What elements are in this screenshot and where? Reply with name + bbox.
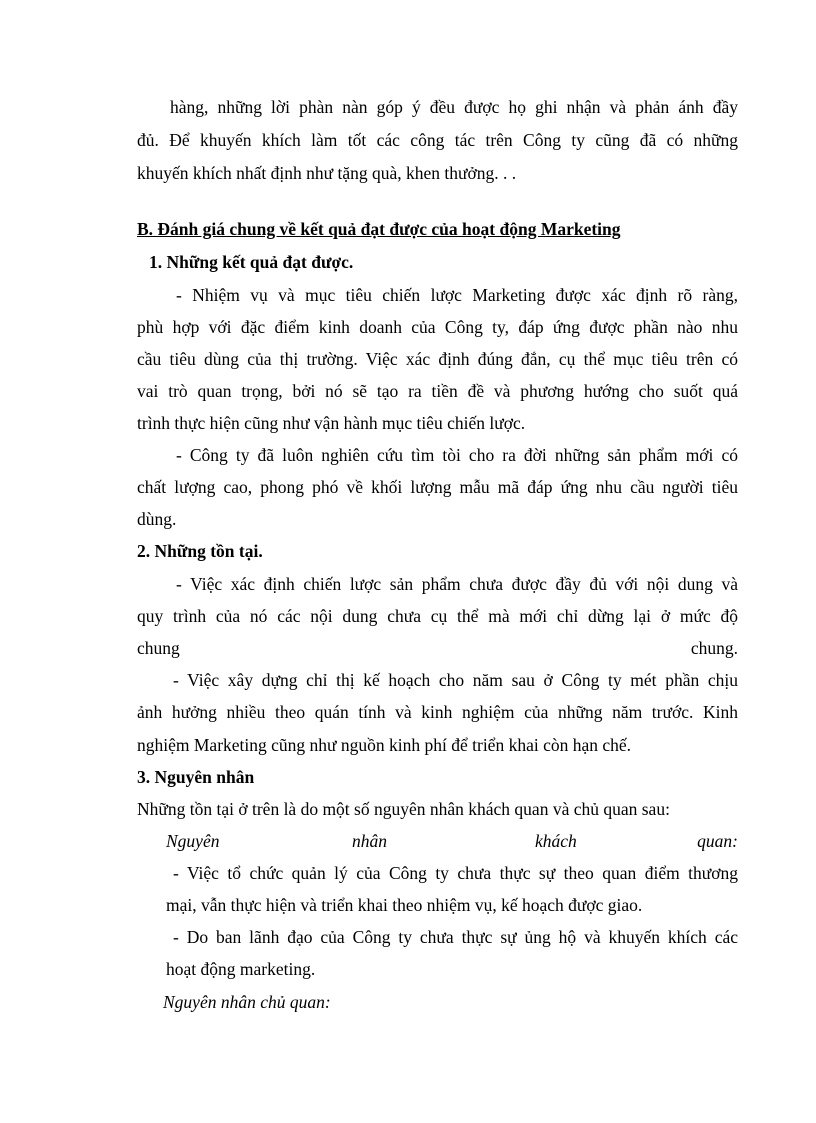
sub2-para1-line-1: - Việc xác định chiến lược sản phẩm chưa được đầy đủ với nội dung và [176, 574, 738, 594]
sub1-para2-line-3: dùng. [137, 509, 177, 529]
section-b-heading: B. Đánh giá chung về kết quả đạt được của hoạt động Marketing [137, 219, 621, 239]
intro-line-2: đủ. Để khuyến khích làm tốt các công tác trên Công ty cũng đã có những [137, 130, 738, 150]
objective-item-1-line-1: - Việc tổ chức quản lý của Công ty chưa thực sự theo quan điểm thương [173, 863, 738, 883]
objective-label-word-4: quan: [697, 831, 738, 851]
intro-line-1: hàng, những lời phàn nàn góp ý đều được họ ghi nhận và phản ánh đầy [170, 97, 738, 117]
sub2-para1-line-2: quy trình của nó các nội dung chưa cụ thể mà mới chỉ dừng lại ở mức độ [137, 606, 738, 626]
sub2-para2-line-1: - Việc xây dựng chỉ thị kế hoạch cho năm sau ở Công ty mét phần chịu [173, 670, 738, 690]
sub3-intro: Những tồn tại ở trên là do một số nguyên nhân khách quan và chủ quan sau: [137, 799, 670, 819]
objective-label-word-3: khách [535, 831, 577, 851]
subjective-label: Nguyên nhân chủ quan: [163, 992, 331, 1012]
sub2-heading: 2. Những tồn tại. [137, 541, 263, 561]
sub1-para2-line-2: chất lượng cao, phong phó về khối lượng mẫu mã đáp ứng nhu cầu người tiêu [137, 477, 738, 497]
sub2-para1-line-3-left: chung [137, 638, 180, 658]
objective-label-word-1: Nguyên [166, 831, 220, 851]
sub2-para1-line-3-right: chung. [690, 638, 738, 658]
sub1-para1-line-2: phù hợp với đặc điểm kinh doanh của Công ty, đáp ứng được phần nào nhu [137, 317, 738, 337]
sub2-para2-line-2: ảnh hưởng nhiều theo quán tính và kinh nghiệm của những năm trước. Kinh [137, 702, 738, 722]
objective-item-2-line-1: - Do ban lãnh đạo của Công ty chưa thực sự ủng hộ và khuyến khích các [173, 927, 738, 947]
sub1-para1-line-3: cầu tiêu dùng của thị trường. Việc xác định đúng đắn, cụ thể mục tiêu trên có [137, 349, 738, 369]
sub1-para1-line-4: vai trò quan trọng, bởi nó sẽ tạo ra tiền đề và phương hướng cho suốt quá [137, 381, 738, 401]
objective-item-1-line-2: mại, vẫn thực hiện và triển khai theo nhiệm vụ, kế hoạch được giao. [166, 895, 643, 915]
sub1-para1-line-5: trình thực hiện cũng như vận hành mục tiêu chiến lược. [137, 413, 526, 433]
objective-item-2-line-2: hoạt động marketing. [166, 959, 316, 979]
sub1-heading: 1. Những kết quả đạt được. [149, 252, 354, 272]
sub2-para2-line-3: nghiệm Marketing cũng như nguồn kinh phí để triển khai còn hạn chế. [137, 735, 632, 755]
intro-line-3: khuyến khích nhất định như tặng quà, khen thưởng. . . [137, 163, 517, 183]
sub1-para1-line-1: - Nhiệm vụ và mục tiêu chiến lược Marketing được xác định rõ ràng, [176, 285, 738, 305]
sub3-heading: 3. Nguyên nhân [137, 767, 255, 787]
sub1-para2-line-1: - Công ty đã luôn nghiên cứu tìm tòi cho ra đời những sản phẩm mới có [176, 445, 738, 465]
objective-label-word-2: nhân [352, 831, 387, 851]
